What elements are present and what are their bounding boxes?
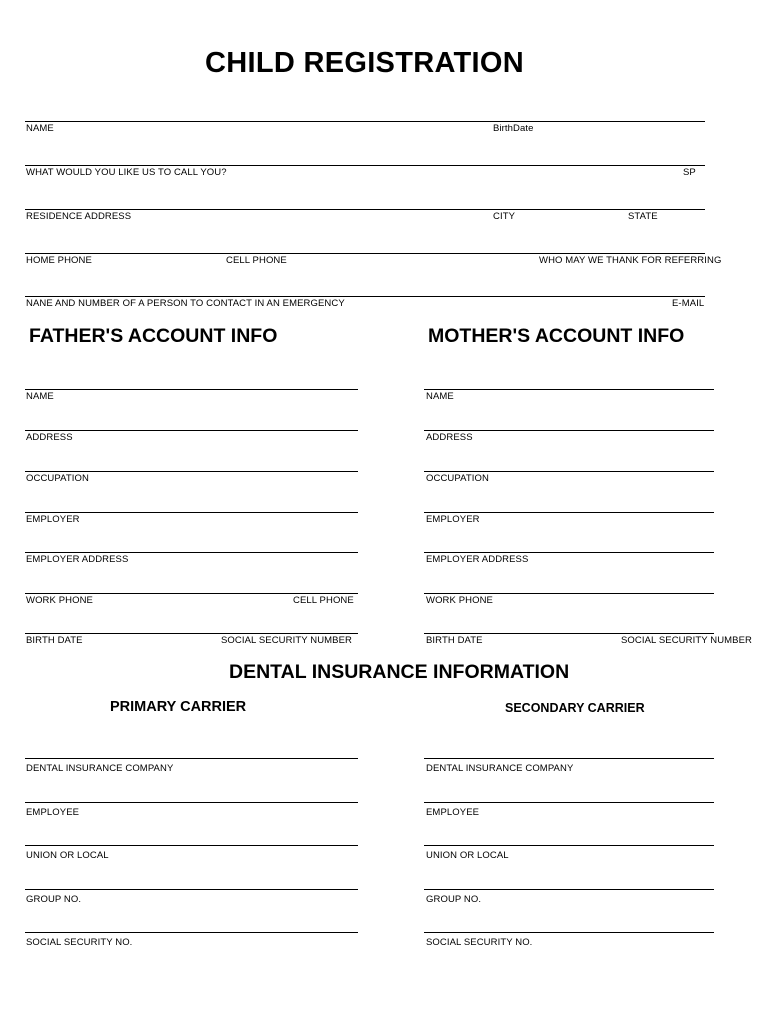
- mother-work-phone-line[interactable]: [424, 593, 714, 594]
- mother-ssn-label: SOCIAL SECURITY NUMBER: [621, 635, 753, 646]
- emergency-line[interactable]: [25, 296, 705, 297]
- primary-company-line[interactable]: [25, 758, 358, 759]
- primary-employee-line[interactable]: [25, 802, 358, 803]
- secondary-ssn-label: SOCIAL SECURITY NO.: [426, 937, 533, 948]
- home-phone-label: HOME PHONE: [26, 255, 92, 266]
- residence-label: RESIDENCE ADDRESS: [26, 211, 132, 222]
- name-line[interactable]: [25, 121, 705, 122]
- secondary-ssn-line[interactable]: [424, 932, 714, 933]
- form-title: CHILD REGISTRATION: [205, 47, 525, 79]
- mother-address-line[interactable]: [424, 430, 714, 431]
- father-address-label: ADDRESS: [26, 432, 73, 443]
- emergency-label: NANE AND NUMBER OF A PERSON TO CONTACT IN AN EMERGENCY: [26, 298, 345, 309]
- secondary-employee-line[interactable]: [424, 802, 714, 803]
- father-name-line[interactable]: [25, 389, 358, 390]
- primary-union-label: UNION OR LOCAL: [26, 850, 109, 861]
- father-employer-label: EMPLOYER: [26, 514, 80, 525]
- secondary-company-line[interactable]: [424, 758, 714, 759]
- father-occupation-label: OCCUPATION: [26, 473, 89, 484]
- cell-phone-label: CELL PHONE: [226, 255, 287, 266]
- father-birth-date-label: BIRTH DATE: [26, 635, 83, 646]
- nickname-line[interactable]: [25, 165, 705, 166]
- father-occupation-line[interactable]: [25, 471, 358, 472]
- mother-name-line[interactable]: [424, 389, 714, 390]
- birthdate-label: BirthDate: [493, 123, 534, 134]
- name-label: NAME: [26, 123, 54, 134]
- mother-employer-label: EMPLOYER: [426, 514, 480, 525]
- primary-company-label: DENTAL INSURANCE COMPANY: [26, 763, 174, 774]
- mother-employer-line[interactable]: [424, 512, 714, 513]
- nickname-right-label: SP: [683, 167, 696, 178]
- secondary-company-label: DENTAL INSURANCE COMPANY: [426, 763, 574, 774]
- secondary-carrier-heading: SECONDARY CARRIER: [505, 701, 645, 715]
- mother-employer-address-line[interactable]: [424, 552, 714, 553]
- father-work-phone-label: WORK PHONE: [26, 595, 93, 606]
- secondary-group-line[interactable]: [424, 889, 714, 890]
- city-label: CITY: [493, 211, 516, 222]
- father-name-label: NAME: [26, 391, 54, 402]
- mother-address-label: ADDRESS: [426, 432, 473, 443]
- father-cell-phone-label: CELL PHONE: [293, 595, 354, 606]
- father-employer-address-line[interactable]: [25, 552, 358, 553]
- father-birth-date-line[interactable]: [25, 633, 358, 634]
- dental-heading: DENTAL INSURANCE INFORMATION: [229, 661, 570, 683]
- secondary-union-line[interactable]: [424, 845, 714, 846]
- secondary-group-label: GROUP NO.: [426, 894, 482, 905]
- mother-birth-date-line[interactable]: [424, 633, 714, 634]
- mother-employer-address-label: EMPLOYER ADDRESS: [426, 554, 529, 565]
- phone-line[interactable]: [25, 253, 705, 254]
- primary-union-line[interactable]: [25, 845, 358, 846]
- mother-heading: MOTHER'S ACCOUNT INFO: [428, 325, 685, 347]
- father-heading: FATHER'S ACCOUNT INFO: [29, 325, 278, 347]
- primary-group-label: GROUP NO.: [26, 894, 82, 905]
- primary-ssn-label: SOCIAL SECURITY NO.: [26, 937, 133, 948]
- secondary-employee-label: EMPLOYEE: [426, 807, 480, 818]
- father-employer-address-label: EMPLOYER ADDRESS: [26, 554, 129, 565]
- mother-work-phone-label: WORK PHONE: [426, 595, 493, 606]
- father-work-phone-line[interactable]: [25, 593, 358, 594]
- primary-group-line[interactable]: [25, 889, 358, 890]
- father-address-line[interactable]: [25, 430, 358, 431]
- email-label: E-MAIL: [672, 298, 705, 309]
- father-employer-line[interactable]: [25, 512, 358, 513]
- primary-ssn-line[interactable]: [25, 932, 358, 933]
- father-ssn-label: SOCIAL SECURITY NUMBER: [221, 635, 353, 646]
- mother-occupation-label: OCCUPATION: [426, 473, 489, 484]
- mother-birth-date-label: BIRTH DATE: [426, 635, 483, 646]
- state-label: STATE: [628, 211, 658, 222]
- nickname-label: WHAT WOULD YOU LIKE US TO CALL YOU?: [26, 167, 227, 178]
- primary-employee-label: EMPLOYEE: [26, 807, 80, 818]
- residence-line[interactable]: [25, 209, 705, 210]
- referral-label: WHO MAY WE THANK FOR REFERRING: [539, 255, 722, 266]
- mother-name-label: NAME: [426, 391, 454, 402]
- secondary-union-label: UNION OR LOCAL: [426, 850, 509, 861]
- primary-carrier-heading: PRIMARY CARRIER: [110, 699, 247, 715]
- mother-occupation-line[interactable]: [424, 471, 714, 472]
